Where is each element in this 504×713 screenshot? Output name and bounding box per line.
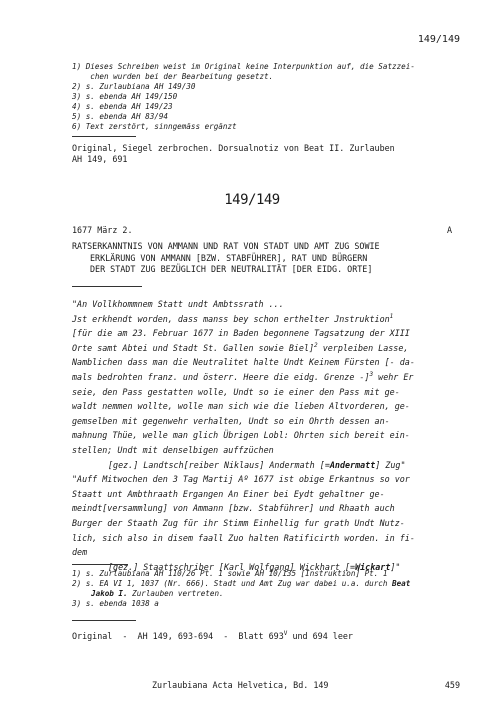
footnote-line: 3) s. ebenda AH 149/150 bbox=[72, 92, 178, 101]
footnote-line bbox=[72, 589, 472, 599]
page-header: 149/149 bbox=[417, 34, 460, 45]
footnote-line: 6) Text zerstört, sinngemäss ergänzt bbox=[72, 122, 237, 131]
footnote-line bbox=[72, 579, 472, 589]
name-bold: Wickart bbox=[355, 561, 391, 572]
footnote-line: chen wurden bei der Bearbeitung gesetzt. bbox=[72, 72, 274, 81]
name-bold: Beat bbox=[392, 579, 411, 588]
footnote-line: 2) s. Zurlaubiana AH 149/30 bbox=[72, 82, 196, 91]
footnote-line: 3) s. ebenda 1038 a bbox=[72, 599, 159, 608]
footnote-line: 1) Dieses Schreiben weist im Original keine Interpunktion auf, die Satzzei- bbox=[72, 62, 415, 71]
original-note-line: AH 149, 691 bbox=[72, 154, 128, 164]
divider bbox=[72, 620, 136, 621]
text-line: seie, den Pass gestatten wolle, Undt so ie einer den Pass mit ge- bbox=[72, 386, 400, 397]
text-span: [gez.] Landtsch[reiber Niklaus] Andermath [= bbox=[108, 459, 330, 470]
footnote-ref: 1 bbox=[389, 312, 394, 320]
text-span: [gez.] Staattschriber [Karl Wolfgang] Wickhart [= bbox=[108, 561, 356, 572]
text-line: "Auff Mitwochen den 3 Tag Martij Aº 1677 ist obige Erkantnus so vor bbox=[72, 474, 410, 485]
original-note-line: Original, Siegel zerbrochen. Dorsualnotiz von Beat II. Zurlauben bbox=[72, 143, 395, 153]
footnotes-bottom bbox=[72, 569, 472, 609]
text-span: wehr Er bbox=[373, 371, 414, 382]
text-span: Original - AH 149, 693-694 - Blatt 693 bbox=[72, 631, 284, 641]
original-note-bottom bbox=[72, 631, 353, 641]
name-bold: Andermatt bbox=[329, 459, 376, 470]
heading-line: RATSERKANNTNIS VON AMMANN UND RAT VON STADT UND AMT ZUG SOWIE bbox=[72, 241, 380, 251]
text-line: stellen; Undt mit denselbigen auffzüchen bbox=[72, 444, 274, 455]
heading-line: DER STADT ZUG BEZÜGLICH DER NEUTRALITÄT [DER EIDG. ORTE] bbox=[90, 264, 373, 274]
footnotes-top bbox=[72, 62, 467, 132]
name-bold: Jakob I. bbox=[91, 589, 128, 598]
text-line bbox=[72, 312, 472, 327]
text-line: waldt nemmen wollte, wolle man sich wie die lieben Altvorderen, ge- bbox=[72, 401, 410, 412]
divider bbox=[72, 564, 128, 565]
text-line: Burger der Staath Zug für ihr Stimm Einhellig fur grath Undt Nutz- bbox=[72, 517, 405, 528]
text-span: und 694 leer bbox=[287, 631, 353, 641]
document-letter: A bbox=[446, 225, 452, 235]
superscript: V bbox=[283, 630, 288, 638]
footer-title: Zurlaubiana Acta Helvetica, Bd. 149 bbox=[152, 680, 329, 690]
main-text bbox=[72, 297, 472, 574]
divider bbox=[72, 286, 142, 287]
document-heading bbox=[72, 241, 462, 276]
text-span: ] Zug" bbox=[375, 459, 406, 470]
document-date: 1677 März 2. bbox=[72, 225, 133, 235]
text-line: "An Vollkhommnem Statt undt Ambtssrath ... bbox=[72, 299, 284, 309]
text-line: dem bbox=[72, 547, 88, 558]
original-note-top bbox=[72, 143, 472, 165]
text-line: Staatt unt Ambthraath Ergangen An Einer bei Eydt gehaltner ge- bbox=[72, 488, 385, 499]
text-span: Zurlauben vertreten. bbox=[127, 589, 224, 598]
text-span: Jst erkhendt worden, dass manss bey schon erthelter Jnstruktion bbox=[72, 313, 390, 324]
footnote-line: 5) s. ebenda AH 83/94 bbox=[72, 112, 169, 121]
footnote-ref: 3 bbox=[369, 371, 374, 379]
document-title: 149/149 bbox=[224, 192, 280, 208]
text-span: 2) s. EA VI 1, 1037 (Nr. 666). Stadt und Amt Zug war dabei u.a. durch bbox=[72, 579, 393, 588]
footnote-line: 4) s. ebenda AH 149/23 bbox=[72, 102, 173, 111]
text-line: lich, sich also in disem faall Zuo halten Ratificirth worden. in fi- bbox=[72, 532, 415, 543]
page-number: 459 bbox=[444, 680, 460, 690]
text-span: Orte samt Abtei und Stadt St. Gallen sowie Biel] bbox=[72, 342, 315, 353]
text-line: [für die am 23. Februar 1677 in Baden begonnene Tagsatzung der XIII bbox=[72, 328, 410, 339]
signature-line bbox=[72, 458, 472, 473]
text-span: mals bedrohten franz. und österr. Heere die eidg. Grenze -] bbox=[72, 371, 370, 382]
footnote-line: 1) s. Zurlaubiana AH 110/26 Pt. 1 sowie AH 10/135 [Instruktion] Pt. 1 bbox=[72, 569, 388, 578]
text-line: Namblichen dass man die Neutralitet halte Undt Keinem Fürsten [- da- bbox=[72, 357, 415, 368]
text-line: meindt[versammlung] von Ammann [bzw. Stabführer] und Rhaath auch bbox=[72, 503, 395, 514]
text-span: ]" bbox=[390, 561, 401, 572]
text-line bbox=[72, 341, 472, 356]
footnote-ref: 2 bbox=[314, 341, 318, 349]
text-line: mahnung Thüe, welle man glich Übrigen Lobl: Ohrten sich bereit ein- bbox=[72, 430, 410, 441]
divider bbox=[72, 136, 136, 137]
text-line bbox=[72, 370, 472, 385]
text-line: gemselben mit gegenwehr verhalten, Undt so ein Ohrth dessen an- bbox=[72, 415, 390, 426]
text-span: verpleiben Lasse, bbox=[317, 342, 409, 353]
heading-line: ERKLÄRUNG VON AMMANN [BZW. STABFÜHRER], RAT UND BÜRGERN bbox=[90, 252, 368, 263]
